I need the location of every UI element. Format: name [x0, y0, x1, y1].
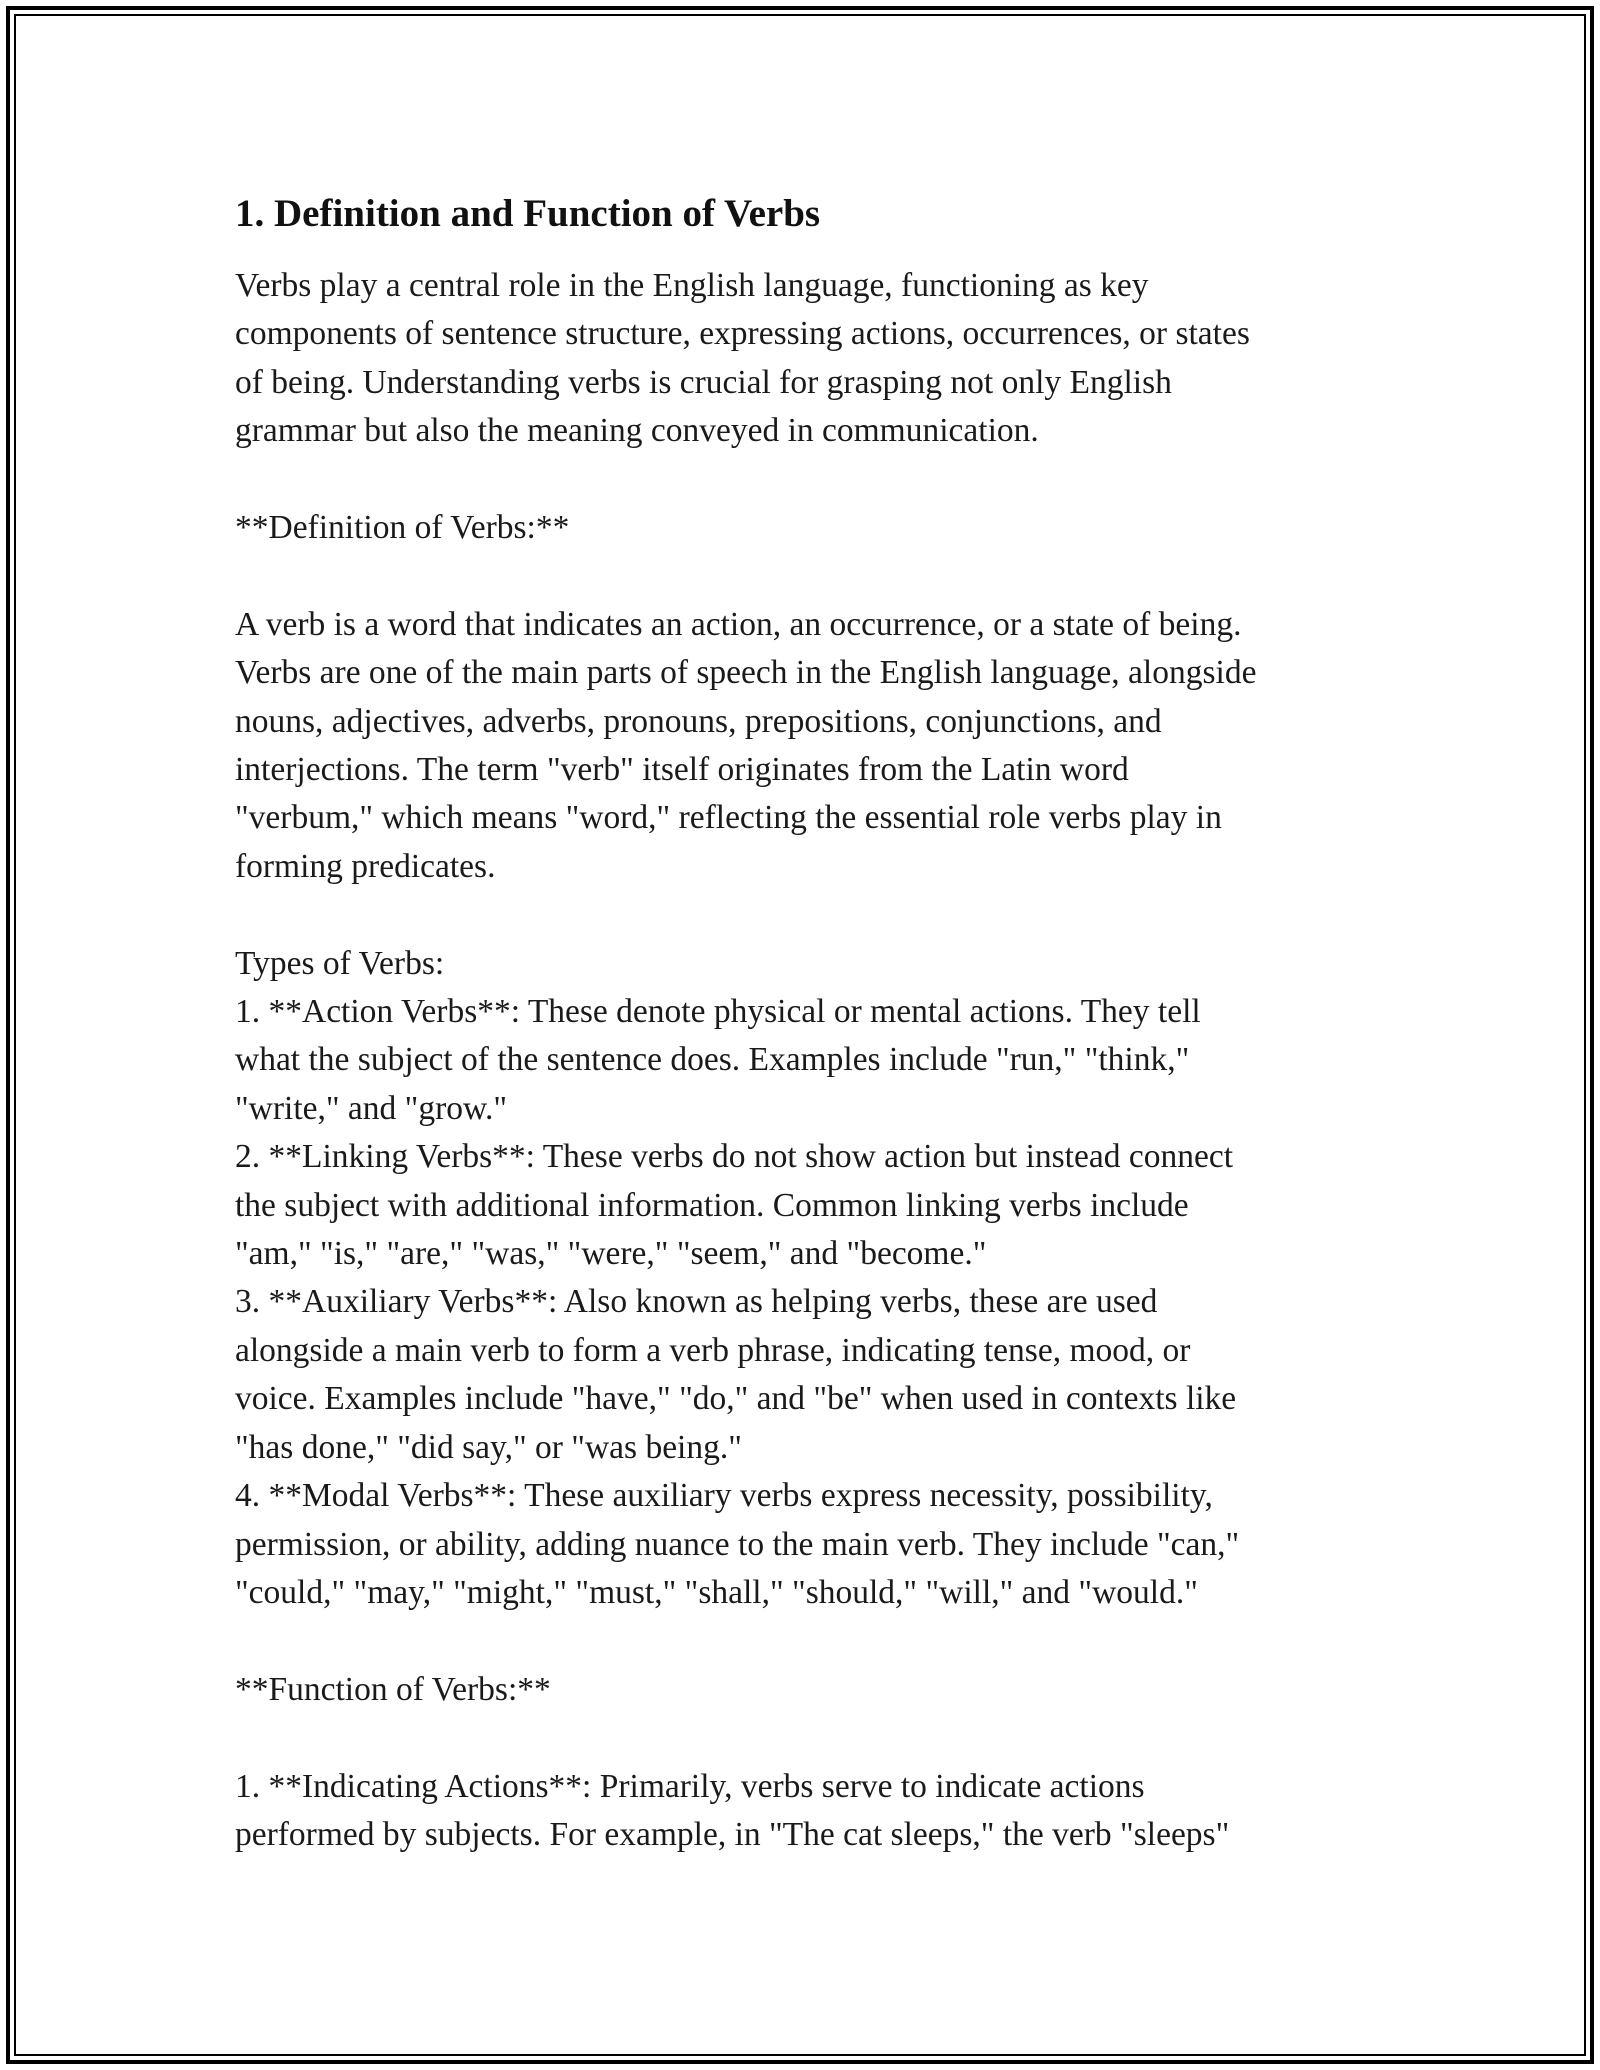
- function-heading: [235, 1666, 1375, 1714]
- text-line: of being. Understanding verbs is crucial for grasping not only English: [235, 363, 1172, 401]
- types-paragraph: [235, 940, 1375, 1618]
- paragraph-gap: [235, 891, 1375, 939]
- paragraph-gap: [235, 552, 1375, 600]
- text-line: the subject with additional information. Common linking verbs include: [235, 1186, 1189, 1224]
- text-line: nouns, adjectives, adverbs, pronouns, prepositions, conjunctions, and: [235, 702, 1162, 740]
- text-line: "am," "is," "are," "was," "were," "seem," and "become.": [235, 1235, 987, 1273]
- paragraph-gap: [235, 1617, 1375, 1665]
- text-line: 4. **Modal Verbs**: These auxiliary verbs express necessity, possibility,: [235, 1477, 1213, 1515]
- definition-heading: [235, 504, 1375, 552]
- section-heading: 1. Definition and Function of Verbs: [235, 192, 821, 235]
- text-line: 3. **Auxiliary Verbs**: Also known as helping verbs, these are used: [235, 1283, 1158, 1321]
- text-line: Verbs are one of the main parts of speech in the English language, alongside: [235, 654, 1257, 692]
- text-line: permission, or ability, adding nuance to the main verb. They include "can,": [235, 1525, 1240, 1563]
- paragraph-gap: [235, 1714, 1375, 1762]
- text-line: "could," "may," "might," "must," "shall," "should," "will," and "would.": [235, 1573, 1198, 1611]
- text-line: "has done," "did say," or "was being.": [235, 1428, 742, 1466]
- paragraph-gap: [235, 456, 1375, 504]
- text-line: what the subject of the sentence does. Examples include "run," "think,": [235, 1041, 1190, 1079]
- text-line: 1. **Action Verbs**: These denote physical or mental actions. They tell: [235, 993, 1201, 1031]
- document-body: [235, 186, 1375, 1859]
- text-line: interjections. The term "verb" itself originates from the Latin word: [235, 751, 1129, 789]
- text-line: A verb is a word that indicates an action, an occurrence, or a state of being.: [235, 605, 1242, 643]
- text-line: performed by subjects. For example, in "The cat sleeps," the verb "sleeps": [235, 1815, 1230, 1853]
- function-paragraph: [235, 1763, 1375, 1860]
- definition-paragraph: [235, 601, 1375, 891]
- intro-paragraph: [235, 262, 1375, 456]
- text-line: Verbs play a central role in the English language, functioning as key: [235, 267, 1149, 304]
- text-line: Types of Verbs:: [235, 944, 445, 982]
- text-line: **Definition of Verbs:**: [235, 509, 570, 547]
- text-line: "write," and "grow.": [235, 1089, 508, 1127]
- text-line: "verbum," which means "word," reflecting the essential role verbs play in: [235, 799, 1222, 837]
- text-line: alongside a main verb to form a verb phrase, indicating tense, mood, or: [235, 1331, 1191, 1369]
- text-line: forming predicates.: [235, 847, 496, 885]
- text-line: grammar but also the meaning conveyed in communication.: [235, 412, 1039, 450]
- text-line: components of sentence structure, expressing actions, occurrences, or states: [235, 315, 1250, 353]
- text-line: voice. Examples include "have," "do," and "be" when used in contexts like: [235, 1380, 1237, 1418]
- text-line: 1. **Indicating Actions**: Primarily, verbs serve to indicate actions: [235, 1767, 1145, 1805]
- text-line: 2. **Linking Verbs**: These verbs do not show action but instead connect: [235, 1138, 1234, 1176]
- text-line: **Function of Verbs:**: [235, 1670, 551, 1708]
